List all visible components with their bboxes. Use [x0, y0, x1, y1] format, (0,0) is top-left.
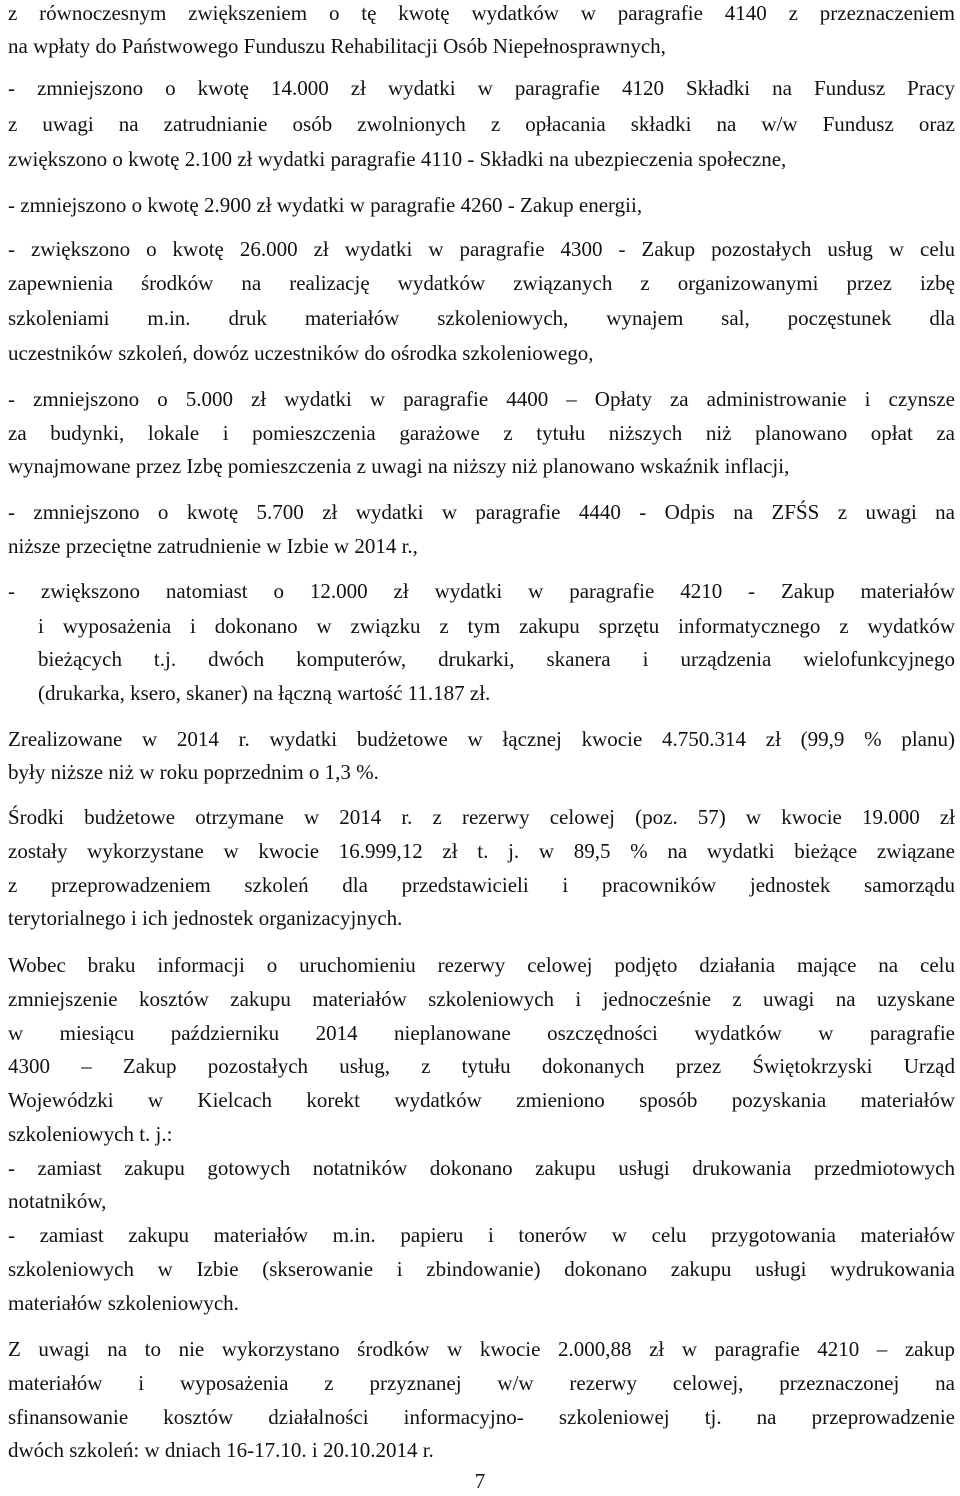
text-line: szkoleniowych w Izbie (skserowanie i zbindowanie) dokonano zakupu usługi wydrukowania	[8, 1257, 955, 1281]
text-line: - zmniejszono o 5.000 zł wydatki w paragrafie 4400 – Opłaty za administrowanie i czynsze	[8, 387, 955, 411]
text-line: Wojewódzki w Kielcach korekt wydatków zmieniono sposób pozyskania materiałów	[8, 1088, 955, 1112]
text-line: szkoleniami m.in. druk materiałów szkoleniowych, wynajem sal, poczęstunek dla	[8, 306, 955, 330]
text-line: szkoleniowych t. j.:	[8, 1122, 173, 1146]
text-line: zostały wykorzystane w kwocie 16.999,12 zł t. j. w 89,5 % na wydatki bieżące związane	[8, 839, 955, 863]
text-line: 4300 – Zakup pozostałych usług, z tytułu dokonanych przez Świętokrzyski Urząd	[8, 1054, 955, 1078]
text-line: - zwiększono o kwotę 26.000 zł wydatki w paragrafie 4300 - Zakup pozostałych usług w celu	[8, 237, 955, 261]
text-line: na wpłaty do Państwowego Funduszu Rehabilitacji Osób Niepełnosprawnych,	[8, 34, 666, 58]
text-line: z równoczesnym zwiększeniem o tę kwotę wydatków w paragrafie 4140 z przeznaczeniem	[8, 1, 955, 25]
text-line: - zwiększono natomiast o 12.000 zł wydatki w paragrafie 4210 - Zakup materiałów	[8, 579, 955, 603]
text-line: notatników,	[8, 1189, 107, 1213]
text-line: z przeprowadzeniem szkoleń dla przedstawicieli i pracowników jednostek samorządu	[8, 873, 955, 897]
text-line: Środki budżetowe otrzymane w 2014 r. z rezerwy celowej (poz. 57) w kwocie 19.000 zł	[8, 805, 955, 829]
text-line: sfinansowanie kosztów działalności informacyjno- szkoleniowej tj. na przeprowadzenie	[8, 1405, 955, 1429]
text-line: w miesiącu październiku 2014 nieplanowane oszczędności wydatków w paragrafie	[8, 1021, 955, 1045]
text-line: były niższe niż w roku poprzednim o 1,3 %.	[8, 760, 379, 784]
text-line: niższe przeciętne zatrudnienie w Izbie w 2014 r.,	[8, 534, 418, 558]
text-line: Z uwagi na to nie wykorzystano środków w kwocie 2.000,88 zł w paragrafie 4210 – zakup	[8, 1337, 955, 1361]
text-line: - zamiast zakupu gotowych notatników dokonano zakupu usługi drukowania przedmiotowych	[8, 1156, 955, 1180]
text-line: zwiększono o kwotę 2.100 zł wydatki paragrafie 4110 - Składki na ubezpieczenia społeczne,	[8, 147, 787, 171]
text-line: terytorialnego i ich jednostek organizacyjnych.	[8, 906, 403, 930]
text-line: dwóch szkoleń: w dniach 16-17.10. i 20.10.2014 r.	[8, 1438, 434, 1462]
text-line: materiałów i wyposażenia z przyznanej w/w rezerwy celowej, przeznaczonej na	[8, 1371, 955, 1395]
text-line: zapewnienia środków na realizację wydatków związanych z organizowanymi przez izbę	[8, 271, 955, 295]
text-line: (drukarka, ksero, skaner) na łączną wartość 11.187 zł.	[38, 681, 491, 705]
text-line: zmniejszenie kosztów zakupu materiałów szkoleniowych i jednocześnie z uwagi na uzyskane	[8, 987, 955, 1011]
text-line: materiałów szkoleniowych.	[8, 1291, 239, 1315]
text-line: Wobec braku informacji o uruchomieniu rezerwy celowej podjęto działania mające na celu	[8, 953, 955, 977]
text-line: - zmniejszono o kwotę 14.000 zł wydatki w paragrafie 4120 Składki na Fundusz Pracy	[8, 76, 955, 100]
text-line: - zmniejszono o kwotę 5.700 zł wydatki w paragrafie 4440 - Odpis na ZFŚS z uwagi na	[8, 500, 955, 524]
text-line: wynajmowane przez Izbę pomieszczenia z uwagi na niższy niż planowano wskaźnik inflacji,	[8, 454, 790, 478]
text-line: uczestników szkoleń, dowóz uczestników do ośrodka szkoleniowego,	[8, 341, 594, 365]
text-line: - zmniejszono o kwotę 2.900 zł wydatki w paragrafie 4260 - Zakup energii,	[8, 193, 643, 217]
text-line: z uwagi na zatrudnianie osób zwolnionych z opłacania składki na w/w Fundusz oraz	[8, 112, 955, 136]
text-line: bieżących t.j. dwóch komputerów, drukarki, skanera i urządzenia wielofunkcyjnego	[38, 647, 955, 671]
text-line: Zrealizowane w 2014 r. wydatki budżetowe w łącznej kwocie 4.750.314 zł (99,9 % planu)	[8, 727, 955, 751]
text-line: - zamiast zakupu materiałów m.in. papieru i tonerów w celu przygotowania materiałów	[8, 1223, 955, 1247]
text-line: za budynki, lokale i pomieszczenia garażowe z tytułu niższych niż planowano opłat za	[8, 421, 955, 445]
page-number: 7	[474, 1469, 486, 1493]
text-line: i wyposażenia i dokonano w związku z tym zakupu sprzętu informatycznego z wydatków	[38, 614, 955, 638]
